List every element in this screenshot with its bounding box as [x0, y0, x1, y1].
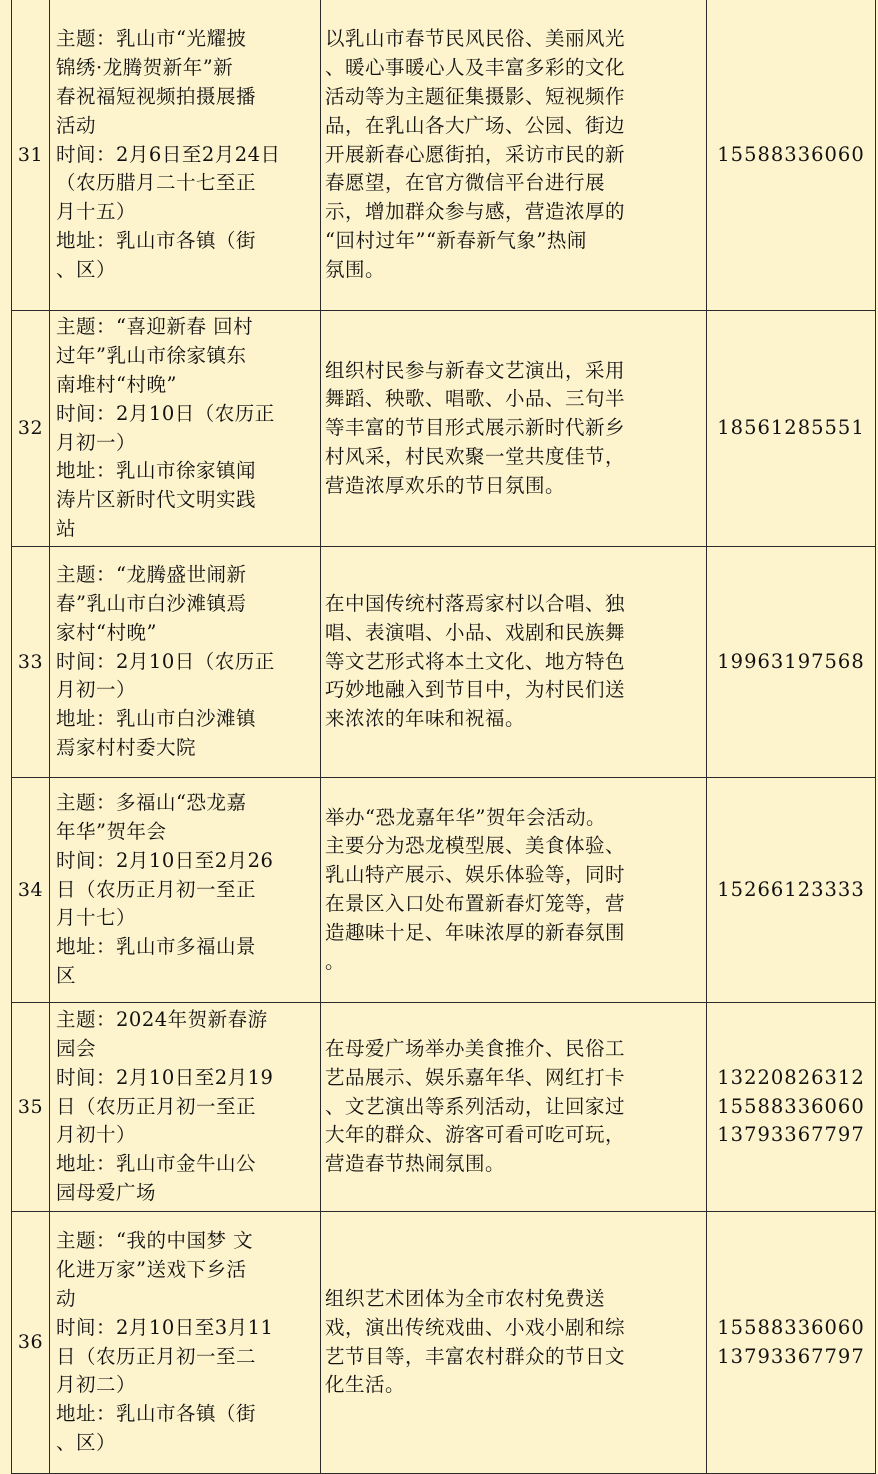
- event-description-cell: 以乳山市春节民风民俗、美丽风光 、暖心事暖心人及丰富多彩的文化 活动等为主题征集摄影、短视频作 品，在乳山各大广场、公园、街边 开展新春心愿街拍，采访市民的新 春愿望，在官方微信平台进行展 示，增加群众参与感，营造浓厚的 “回村过年”“新春新气象”热闹 氛围。: [321, 0, 707, 311]
- event-topic-cell: 主题：多福山“恐龙嘉 年华”贺年会 时间：2月10日至2月26 日（农历正月初一至正 月十七） 地址：乳山市多福山景 区: [50, 778, 321, 1003]
- event-topic-cell: 主题：乳山市“光耀披 锦绣·龙腾贺新年”新 春祝福短视频拍摄展播 活动 时间：2月6日至2月24日 （农历腊月二十七至正 月十五） 地址：乳山市各镇（街 、区）: [50, 0, 321, 311]
- row-number: 34: [12, 778, 50, 1003]
- table-row: [12, 0, 876, 311]
- contact-phone-cell: 18561285551: [707, 311, 876, 547]
- row-number: 35: [12, 1003, 50, 1212]
- event-topic-cell: 主题：“喜迎新春 回村 过年”乳山市徐家镇东 南堆村“村晚” 时间：2月10日（农历正 月初一） 地址：乳山市徐家镇闻 涛片区新时代文明实践 站: [50, 311, 321, 547]
- event-description-cell: 举办“恐龙嘉年华”贺年会活动。 主要分为恐龙模型展、美食体验、 乳山特产展示、娱乐体验等，同时 在景区入口处布置新春灯笼等，营 造趣味十足、年味浓厚的新春氛围 。: [321, 778, 707, 1003]
- table-row: [12, 778, 876, 1003]
- row-number: 36: [12, 1212, 50, 1474]
- row-number: 32: [12, 311, 50, 547]
- row-number: 33: [12, 547, 50, 778]
- event-description-cell: 在中国传统村落焉家村以合唱、独 唱、表演唱、小品、戏剧和民族舞 等文艺形式将本土文化、地方特色 巧妙地融入到节目中，为村民们送 来浓浓的年味和祝福。: [321, 547, 707, 778]
- table-row: [12, 1212, 876, 1474]
- event-description-cell: 在母爱广场举办美食推介、民俗工 艺品展示、娱乐嘉年华、网红打卡 、文艺演出等系列活动，让回家过 大年的群众、游客可看可吃可玩， 营造春节热闹氛围。: [321, 1003, 707, 1212]
- contact-phone-cell: 15588336060: [707, 0, 876, 311]
- contact-phone-cell: 15266123333: [707, 778, 876, 1003]
- table-row: [12, 311, 876, 547]
- contact-phone-cell: 15588336060 13793367797: [707, 1212, 876, 1474]
- event-description-cell: 组织村民参与新春文艺演出，采用 舞蹈、秧歌、唱歌、小品、三句半 等丰富的节目形式展示新时代新乡 村风采，村民欢聚一堂共度佳节， 营造浓厚欢乐的节日氛围。: [321, 311, 707, 547]
- row-number: 31: [12, 0, 50, 311]
- event-topic-cell: 主题：“我的中国梦 文 化进万家”送戏下乡活 动 时间：2月10日至3月11 日（农历正月初一至二 月初二） 地址：乳山市各镇（街 、区）: [50, 1212, 321, 1474]
- table-row: [12, 1003, 876, 1212]
- event-topic-cell: 主题：“龙腾盛世闹新 春”乳山市白沙滩镇焉 家村“村晚” 时间：2月10日（农历正 月初一） 地址：乳山市白沙滩镇 焉家村村委大院: [50, 547, 321, 778]
- contact-phone-cell: 19963197568: [707, 547, 876, 778]
- event-table: [11, 0, 876, 1474]
- event-description-cell: 组织艺术团体为全市农村免费送 戏，演出传统戏曲、小戏小剧和综 艺节目等，丰富农村群众的节日文 化生活。: [321, 1212, 707, 1474]
- contact-phone-cell: 13220826312 15588336060 13793367797: [707, 1003, 876, 1212]
- table-row: [12, 547, 876, 778]
- event-topic-cell: 主题：2024年贺新春游 园会 时间：2月10日至2月19 日（农历正月初一至正 月初十） 地址：乳山市金牛山公 园母爱广场: [50, 1003, 321, 1212]
